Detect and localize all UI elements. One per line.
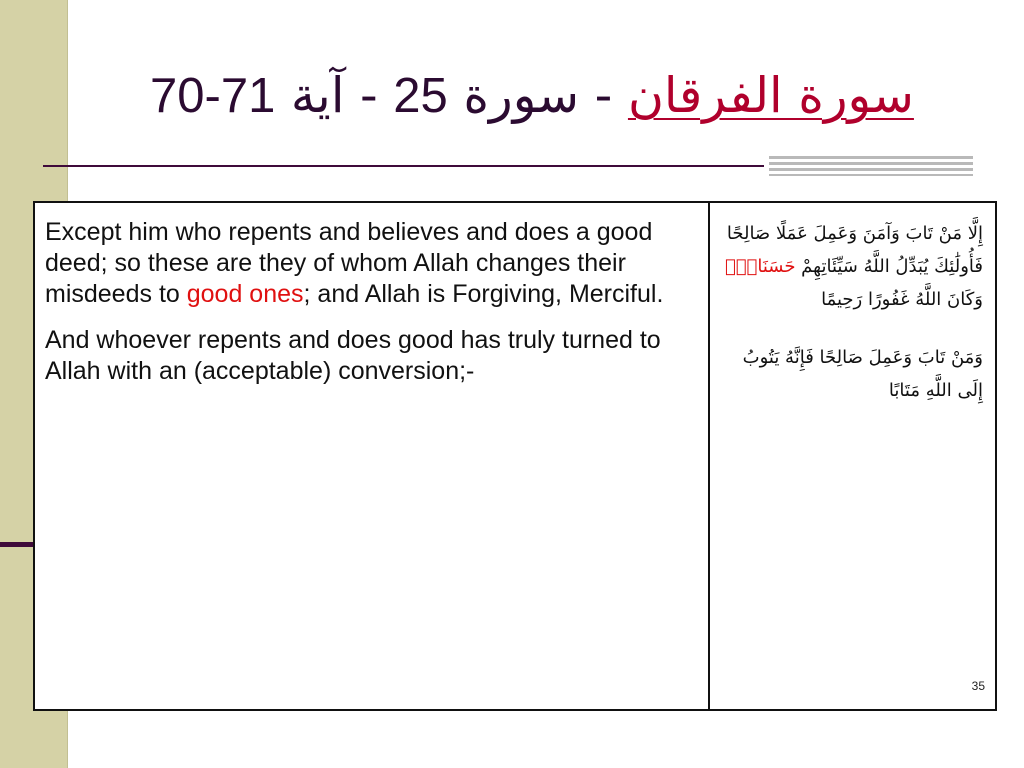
verse-70-arabic-end: وَكَانَ اللَّهُ غَفُورًا رَحِيمًا [821, 289, 983, 310]
verse-table [33, 201, 997, 711]
verse-70-arabic-text: إِلَّا مَنْ تَابَ وَآمَنَ وَعَمِلَ عَمَلًا صَالِحًا فَأُولَٰئِكَ يُبَدِّلُ اللَّهُ سَيِّئَاتِهِمْ [726, 223, 983, 277]
arabic-text-column [710, 203, 995, 709]
title-dash: - [579, 67, 628, 124]
ayah-label: آية [290, 67, 345, 124]
english-translation-column [35, 203, 710, 709]
verse-71-english: And whoever repents and does good has truly turned to Allah with an (acceptable) conversion;- [45, 326, 661, 385]
surah-name-link[interactable]: سورة الفرقان [627, 67, 914, 124]
verse-70-english-text: Except him who repents and believes and does a good deed; so these are they of whom Allah changes their misdeeds to [45, 218, 653, 308]
title-divider-pattern [769, 156, 973, 176]
verse-70-english-highlight: good ones [186, 280, 304, 308]
verse-70-english-end: ; and Allah is Forgiving, Merciful. [303, 280, 664, 308]
title-divider [43, 165, 764, 167]
slide-title [150, 56, 935, 136]
page-number: 35 [971, 679, 985, 693]
surah-label: سورة [463, 67, 580, 124]
surah-number: 25 [393, 69, 448, 123]
verse-71-arabic: وَمَنْ تَابَ وَعَمِلَ صَالِحًا فَإِنَّهُ يَتُوبُ إِلَى اللَّهِ مَتَابًا [742, 347, 983, 401]
verse-70-arabic [720, 217, 983, 316]
ayah-range: 70-71 [150, 69, 276, 123]
verse-70-arabic-highlight: حَسَنَاتٍ [724, 256, 796, 277]
verse-70-english [45, 217, 698, 310]
title-dash-2: - [344, 67, 394, 124]
